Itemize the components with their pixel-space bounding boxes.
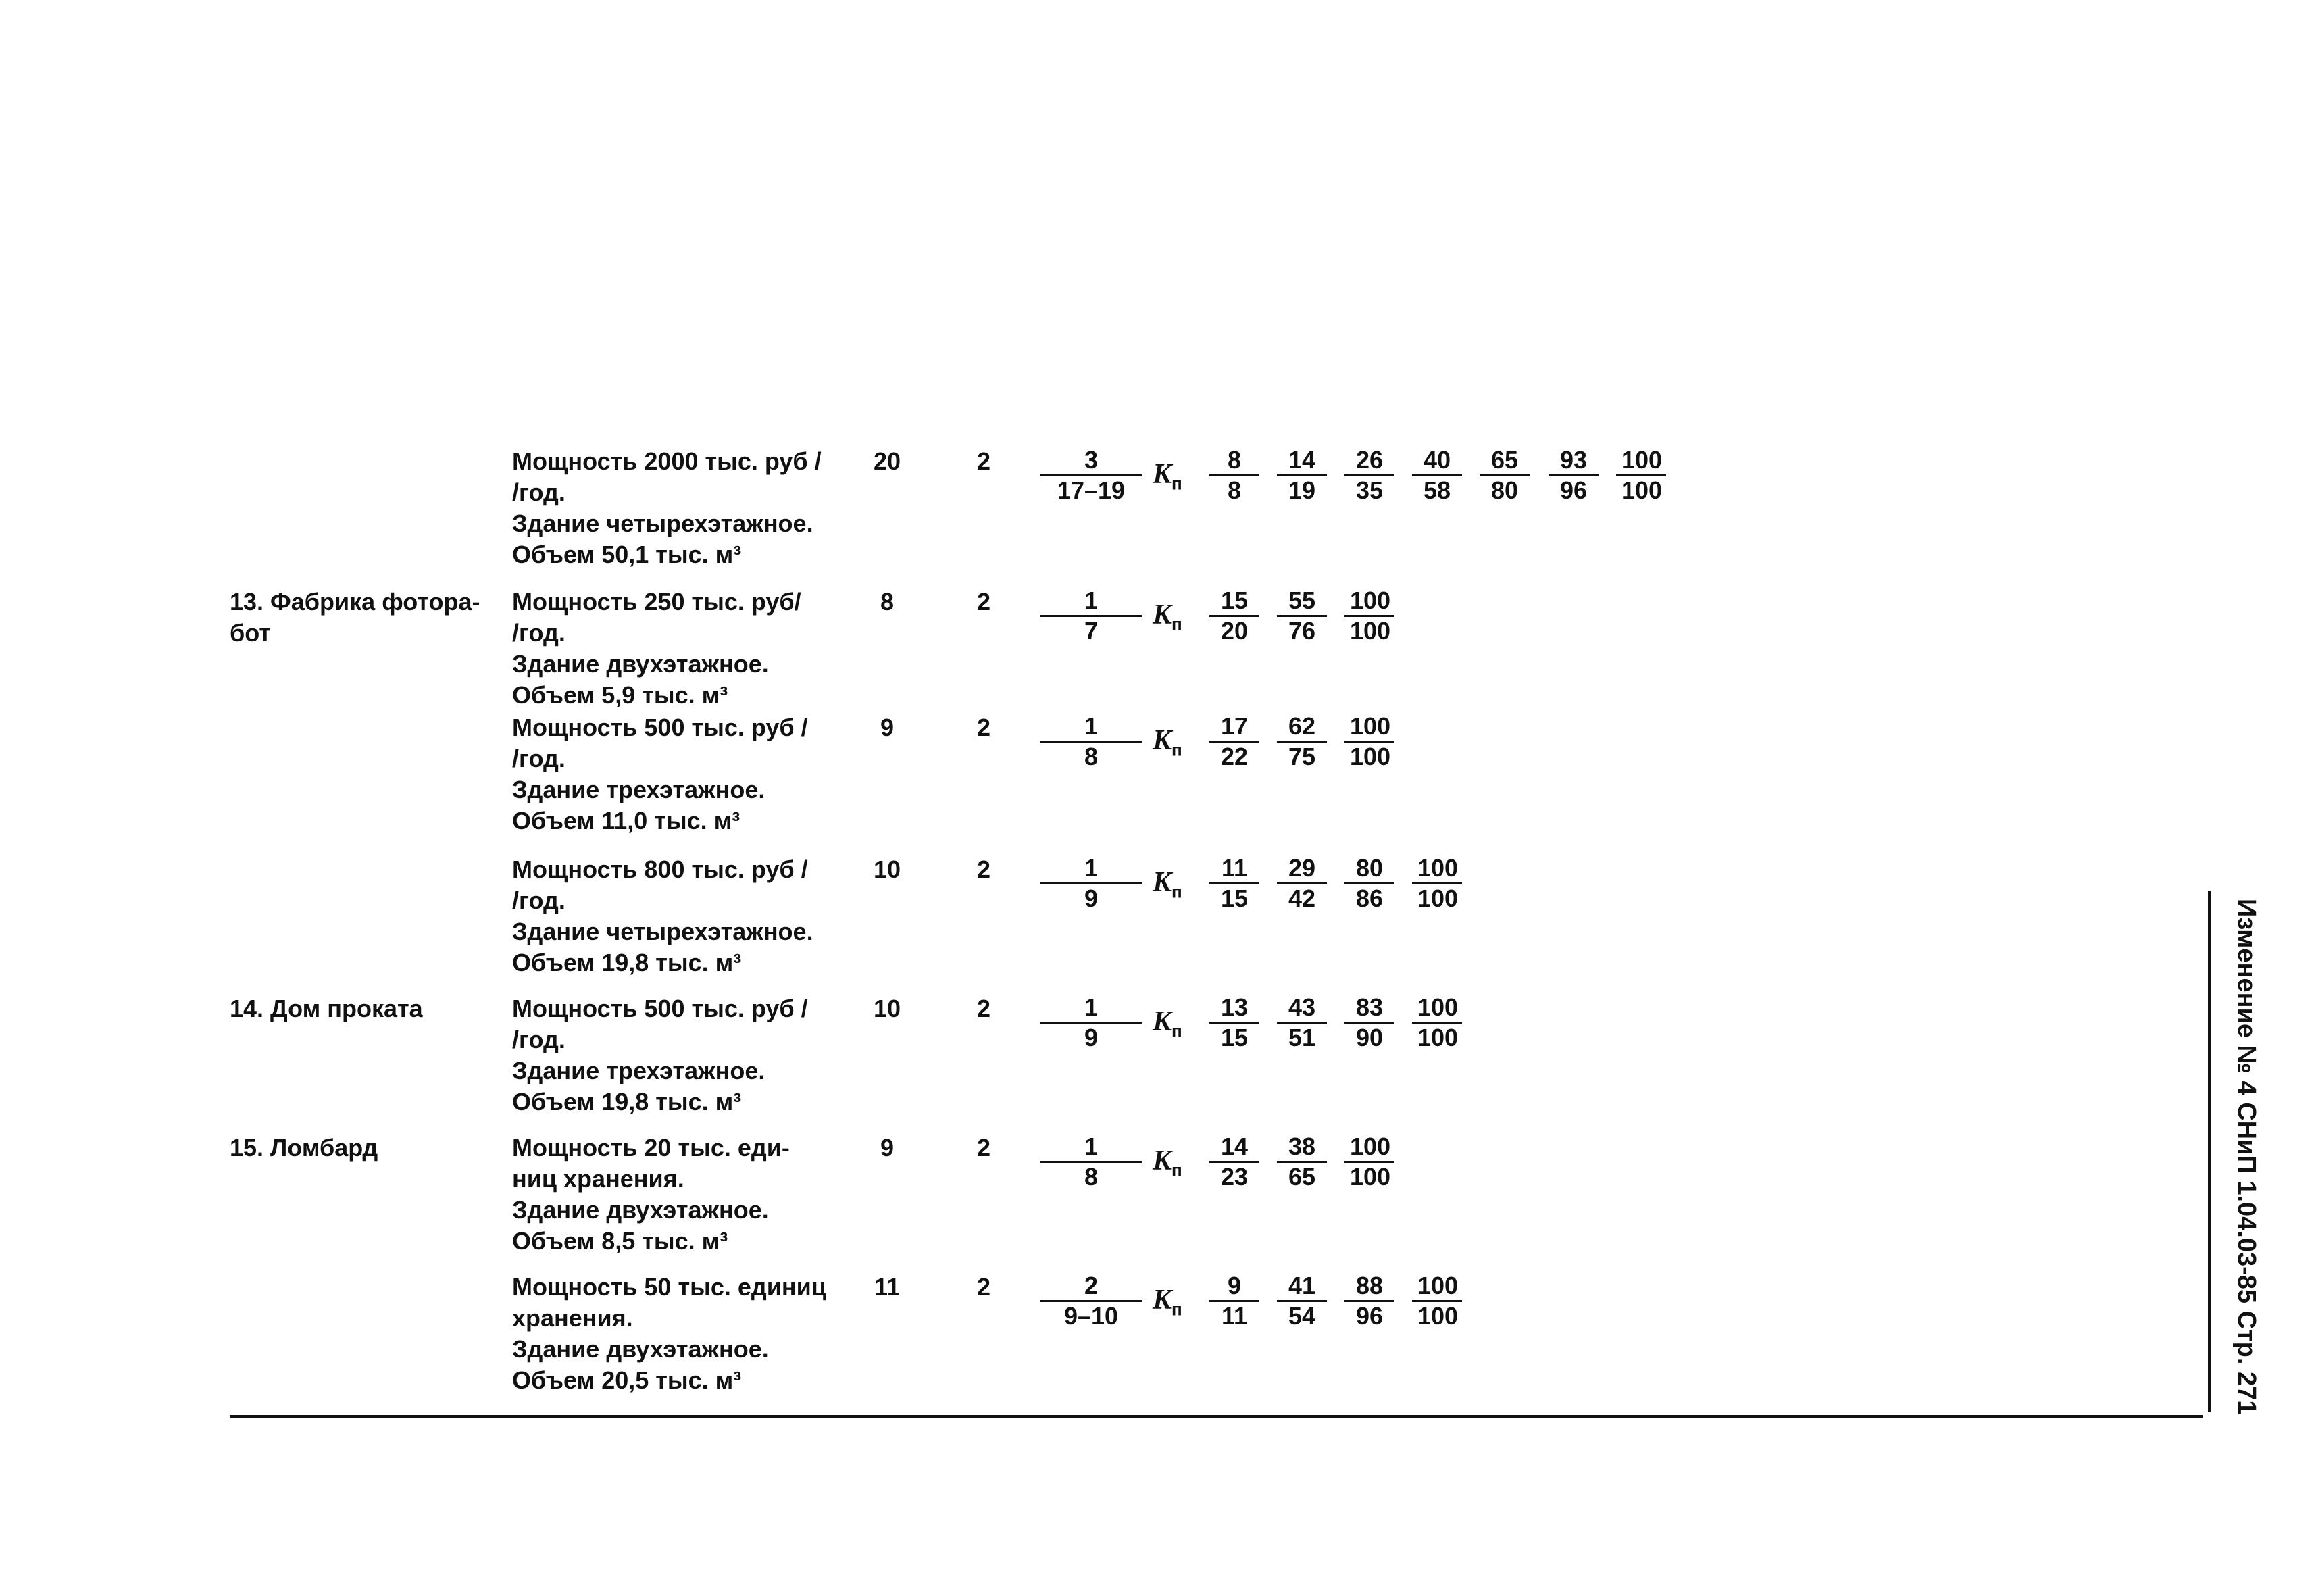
fraction-denominator: 35 xyxy=(1344,474,1394,505)
stage-fraction xyxy=(1040,446,1142,505)
fraction-denominator: 9 xyxy=(1040,882,1142,913)
description-line: Здание четырехэтажное. xyxy=(512,918,813,945)
kp-symbol xyxy=(1153,866,1182,902)
fraction-numerator: 3 xyxy=(1084,446,1099,474)
fraction-numerator: 2 xyxy=(1084,1272,1099,1299)
description-line: /год. xyxy=(512,619,565,647)
stage-fraction xyxy=(1040,712,1142,771)
fraction-numerator: 9 xyxy=(1227,1272,1242,1299)
preparation-value: 2 xyxy=(976,447,991,475)
preparation-value: 2 xyxy=(976,995,991,1022)
fraction-denominator: 96 xyxy=(1344,1300,1394,1330)
fraction-denominator: 100 xyxy=(1412,1022,1462,1052)
kp-subscript: п xyxy=(1172,614,1182,634)
fraction-numerator: 80 xyxy=(1355,854,1384,882)
fraction-denominator: 9 xyxy=(1040,1022,1142,1052)
description-line: Здание трехэтажное. xyxy=(512,776,765,803)
fraction-numerator: 100 xyxy=(1417,1272,1459,1299)
duration-value: 10 xyxy=(873,995,901,1022)
stage-fraction xyxy=(1040,1272,1142,1330)
fraction-numerator: 93 xyxy=(1559,446,1588,474)
kp-subscript: п xyxy=(1172,473,1182,494)
description-line: Объем 19,8 тыс. м³ xyxy=(512,949,742,976)
percent-fraction xyxy=(1277,712,1327,771)
preparation-value: 2 xyxy=(976,714,991,741)
fraction-denominator: 8 xyxy=(1209,474,1259,505)
fraction-numerator: 1 xyxy=(1084,1132,1099,1160)
fraction-denominator: 100 xyxy=(1412,1300,1462,1330)
description-line: Мощность 500 тыс. руб / xyxy=(512,995,808,1022)
fraction-numerator: 13 xyxy=(1220,993,1249,1021)
fraction-numerator: 88 xyxy=(1355,1272,1384,1299)
percent-fraction xyxy=(1412,1272,1462,1330)
fraction-numerator: 1 xyxy=(1084,993,1099,1021)
fraction-denominator: 23 xyxy=(1209,1161,1259,1191)
preparation-value: 2 xyxy=(976,588,991,616)
fraction-denominator: 100 xyxy=(1344,741,1394,771)
percent-fraction xyxy=(1277,446,1327,505)
fraction-numerator: 38 xyxy=(1288,1132,1316,1160)
kp-symbol xyxy=(1153,1145,1182,1180)
stage-fraction xyxy=(1040,854,1142,913)
fraction-denominator: 15 xyxy=(1209,882,1259,913)
fraction-denominator: 96 xyxy=(1549,474,1599,505)
fraction-denominator: 100 xyxy=(1344,615,1394,645)
kp-letter: K xyxy=(1153,725,1172,756)
percent-fraction xyxy=(1277,1132,1327,1191)
page-side-caption: Изменение № 4 СНиП 1.04.03-85 Стр. 271 xyxy=(2232,899,2261,1415)
object-name: 13. Фабрика фотора- бот xyxy=(230,588,480,647)
fraction-denominator: 15 xyxy=(1209,1022,1259,1052)
fraction-numerator: 15 xyxy=(1220,587,1249,614)
fraction-denominator: 19 xyxy=(1277,474,1327,505)
description-line: Объем 11,0 тыс. м³ xyxy=(512,807,740,834)
kp-letter: K xyxy=(1153,459,1172,490)
fraction-denominator: 42 xyxy=(1277,882,1327,913)
description-line: Объем 19,8 тыс. м³ xyxy=(512,1088,742,1116)
object-description xyxy=(512,587,830,711)
percent-fraction xyxy=(1209,1132,1259,1191)
fraction-denominator: 100 xyxy=(1412,882,1462,913)
description-line: Объем 8,5 тыс. м³ xyxy=(512,1227,728,1255)
fraction-numerator: 100 xyxy=(1350,1132,1391,1160)
description-line: Объем 20,5 тыс. м³ xyxy=(512,1366,742,1394)
stage-fraction xyxy=(1040,993,1142,1052)
fraction-denominator: 20 xyxy=(1209,615,1259,645)
description-line: Мощность 800 тыс. руб / xyxy=(512,855,808,883)
description-line: Мощность 2000 тыс. руб / xyxy=(512,447,822,475)
object-description xyxy=(512,1132,830,1257)
kp-symbol xyxy=(1153,1284,1182,1320)
percent-fraction xyxy=(1412,854,1462,913)
fraction-denominator: 54 xyxy=(1277,1300,1327,1330)
fraction-denominator: 51 xyxy=(1277,1022,1327,1052)
fraction-numerator: 62 xyxy=(1288,712,1316,740)
percent-fraction xyxy=(1344,993,1394,1052)
percent-fraction xyxy=(1344,1272,1394,1330)
fraction-numerator: 83 xyxy=(1355,993,1384,1021)
object-description xyxy=(512,446,830,570)
kp-symbol xyxy=(1153,724,1182,760)
percent-fraction xyxy=(1209,446,1259,505)
preparation-value: 2 xyxy=(976,855,991,883)
percent-fraction xyxy=(1344,587,1394,645)
percent-fraction xyxy=(1616,446,1666,505)
duration-value: 20 xyxy=(873,447,901,475)
percent-fraction xyxy=(1344,854,1394,913)
fraction-numerator: 17 xyxy=(1220,712,1249,740)
fraction-denominator: 65 xyxy=(1277,1161,1327,1191)
side-rule xyxy=(2208,891,2211,1412)
fraction-denominator: 100 xyxy=(1344,1161,1394,1191)
fraction-numerator: 40 xyxy=(1423,446,1451,474)
percent-fraction xyxy=(1344,712,1394,771)
fraction-numerator: 100 xyxy=(1621,446,1663,474)
duration-value: 8 xyxy=(880,588,895,616)
percent-fraction xyxy=(1412,446,1462,505)
fraction-numerator: 100 xyxy=(1417,993,1459,1021)
fraction-numerator: 26 xyxy=(1355,446,1384,474)
fraction-numerator: 55 xyxy=(1288,587,1316,614)
description-line: Здание трехэтажное. xyxy=(512,1057,765,1084)
kp-letter: K xyxy=(1153,599,1172,630)
fraction-denominator: 9–10 xyxy=(1040,1300,1142,1330)
description-line: Мощность 250 тыс. руб/ xyxy=(512,588,801,616)
fraction-numerator: 1 xyxy=(1084,712,1099,740)
percent-fraction xyxy=(1412,993,1462,1052)
fraction-denominator: 58 xyxy=(1412,474,1462,505)
kp-subscript: п xyxy=(1172,1159,1182,1180)
duration-value: 9 xyxy=(880,1134,895,1162)
description-line: /год. xyxy=(512,1026,565,1053)
kp-symbol xyxy=(1153,1005,1182,1041)
percent-fraction xyxy=(1277,587,1327,645)
fraction-numerator: 14 xyxy=(1288,446,1316,474)
stage-fraction xyxy=(1040,1132,1142,1191)
duration-value: 11 xyxy=(874,1273,901,1301)
object-description xyxy=(512,712,830,837)
fraction-denominator: 75 xyxy=(1277,741,1327,771)
percent-fraction xyxy=(1344,446,1394,505)
fraction-numerator: 14 xyxy=(1220,1132,1249,1160)
preparation-value: 2 xyxy=(976,1134,991,1162)
fraction-numerator: 65 xyxy=(1490,446,1519,474)
description-line: Мощность 50 тыс. единиц xyxy=(512,1273,826,1301)
fraction-numerator: 1 xyxy=(1084,854,1099,882)
percent-fraction xyxy=(1344,1132,1394,1191)
fraction-denominator: 100 xyxy=(1616,474,1666,505)
description-line: Здание двухэтажное. xyxy=(512,1335,769,1363)
kp-subscript: п xyxy=(1172,881,1182,902)
percent-fraction xyxy=(1209,587,1259,645)
kp-symbol xyxy=(1153,599,1182,634)
description-line: Объем 50,1 тыс. м³ xyxy=(512,541,742,568)
object-name: 14. Дом проката xyxy=(230,995,423,1022)
percent-fraction xyxy=(1480,446,1530,505)
fraction-denominator: 17–19 xyxy=(1040,474,1142,505)
stage-fraction xyxy=(1040,587,1142,645)
object-name: 15. Ломбард xyxy=(230,1134,378,1162)
description-line: Мощность 500 тыс. руб / xyxy=(512,714,808,741)
kp-letter: K xyxy=(1153,1285,1172,1316)
percent-fraction xyxy=(1277,1272,1327,1330)
kp-subscript: п xyxy=(1172,739,1182,760)
kp-subscript: п xyxy=(1172,1299,1182,1320)
fraction-numerator: 11 xyxy=(1221,854,1248,882)
fraction-denominator: 80 xyxy=(1480,474,1530,505)
fraction-denominator: 8 xyxy=(1040,1161,1142,1191)
fraction-numerator: 1 xyxy=(1084,587,1099,614)
percent-fraction xyxy=(1277,993,1327,1052)
description-line: /год. xyxy=(512,478,565,506)
kp-subscript: п xyxy=(1172,1020,1182,1041)
fraction-numerator: 29 xyxy=(1288,854,1316,882)
description-line: /год. xyxy=(512,745,565,772)
fraction-numerator: 100 xyxy=(1350,587,1391,614)
fraction-numerator: 43 xyxy=(1288,993,1316,1021)
fraction-numerator: 100 xyxy=(1417,854,1459,882)
description-line: Объем 5,9 тыс. м³ xyxy=(512,681,728,709)
fraction-denominator: 86 xyxy=(1344,882,1394,913)
duration-value: 9 xyxy=(880,714,895,741)
percent-fraction xyxy=(1549,446,1599,505)
percent-fraction xyxy=(1209,712,1259,771)
object-description xyxy=(512,1272,830,1396)
kp-letter: K xyxy=(1153,1145,1172,1176)
fraction-numerator: 100 xyxy=(1350,712,1391,740)
fraction-denominator: 90 xyxy=(1344,1022,1394,1052)
object-description xyxy=(512,993,830,1118)
description-line: Здание двухэтажное. xyxy=(512,1196,769,1224)
fraction-denominator: 8 xyxy=(1040,741,1142,771)
percent-fraction xyxy=(1209,854,1259,913)
percent-fraction xyxy=(1209,1272,1259,1330)
description-line: хранения. xyxy=(512,1304,633,1332)
kp-letter: K xyxy=(1153,1006,1172,1037)
description-line: /год. xyxy=(512,887,565,914)
preparation-value: 2 xyxy=(976,1273,991,1301)
percent-fraction xyxy=(1209,993,1259,1052)
fraction-denominator: 76 xyxy=(1277,615,1327,645)
fraction-denominator: 11 xyxy=(1209,1300,1259,1330)
description-line: ниц хранения. xyxy=(512,1165,684,1193)
fraction-denominator: 22 xyxy=(1209,741,1259,771)
kp-symbol xyxy=(1153,458,1182,494)
fraction-numerator: 41 xyxy=(1288,1272,1316,1299)
fraction-denominator: 7 xyxy=(1040,615,1142,645)
table-bottom-rule xyxy=(230,1415,2203,1418)
percent-fraction xyxy=(1277,854,1327,913)
description-line: Здание четырехэтажное. xyxy=(512,509,813,537)
object-description xyxy=(512,854,830,978)
kp-letter: K xyxy=(1153,867,1172,898)
duration-value: 10 xyxy=(873,855,901,883)
fraction-numerator: 8 xyxy=(1227,446,1242,474)
description-line: Мощность 20 тыс. еди- xyxy=(512,1134,790,1162)
description-line: Здание двухэтажное. xyxy=(512,650,769,678)
